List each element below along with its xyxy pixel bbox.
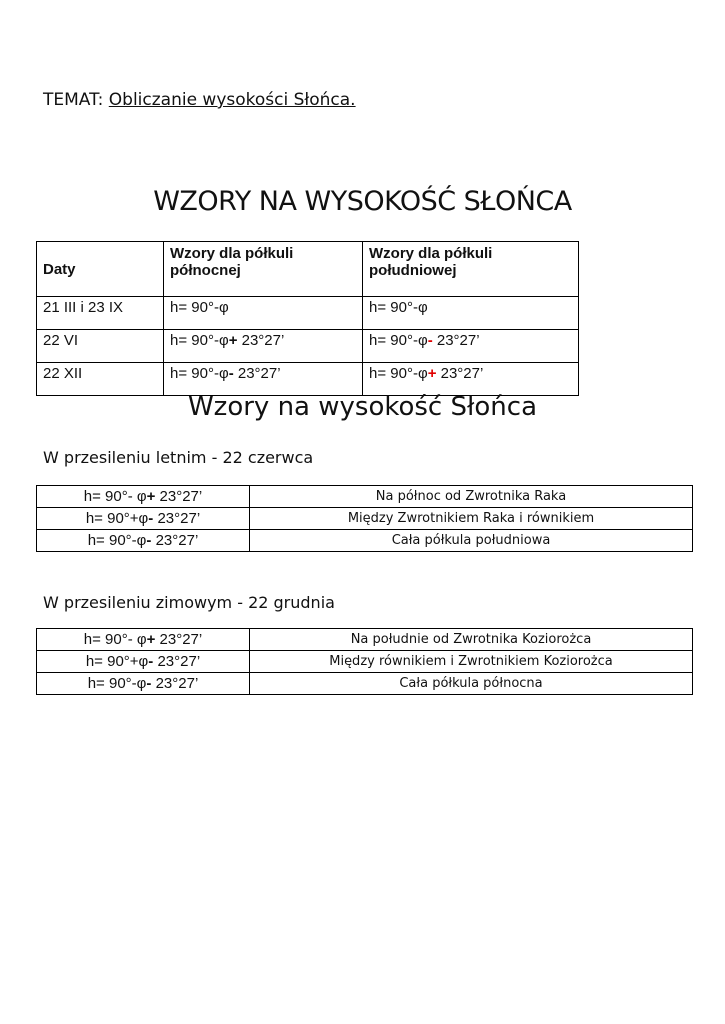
date-cell: 21 III i 23 IX: [37, 297, 164, 330]
formula-operator-highlight: +: [427, 365, 437, 382]
table-row: [37, 629, 693, 651]
formula-operator: +: [228, 332, 238, 349]
date-cell: 22 XII: [37, 363, 164, 396]
formula-operator: -: [148, 510, 154, 527]
formula-text: h= 90°-φ: [170, 365, 229, 382]
formula-cell: [37, 530, 250, 552]
formula-text: 23°27’: [151, 675, 199, 692]
description-cell: Na północ od Zwrotnika Raka: [250, 486, 693, 508]
topic-title: Obliczanie wysokości Słońca.: [108, 90, 356, 110]
table-row: [37, 486, 693, 508]
formula-cell: [37, 673, 250, 695]
table-row: [37, 297, 579, 330]
table-row: [37, 530, 693, 552]
formula-operator: -: [146, 532, 152, 549]
formula-text: h= 90°+φ: [85, 653, 149, 670]
description-cell: Cała półkula południowa: [250, 530, 693, 552]
north-formula: [164, 330, 363, 363]
north-formula: [164, 297, 363, 330]
summer-table: [36, 485, 693, 552]
winter-table: [36, 628, 693, 695]
topic-prefix: TEMAT:: [43, 90, 109, 110]
formula-text: 23°27’: [153, 510, 201, 527]
table-row: [37, 673, 693, 695]
formulas-table: [36, 241, 579, 396]
formula-text: h= 90°-φ: [369, 365, 428, 382]
formula-text: 23°27’: [436, 365, 484, 382]
formula-text: h= 90°-φ: [170, 299, 229, 316]
formula-cell: [37, 486, 250, 508]
formula-text: h= 90°-φ: [369, 332, 428, 349]
formula-text: 23°27’: [155, 631, 203, 648]
formula-cell: [37, 651, 250, 673]
table-header-row: [37, 242, 579, 297]
formula-operator: -: [228, 365, 234, 382]
description-cell: Między Zwrotnikiem Raka i równikiem: [250, 508, 693, 530]
table-row: [37, 508, 693, 530]
north-formula: [164, 363, 363, 396]
formula-text: 23°27’: [155, 488, 203, 505]
formula-text: h= 90°-φ: [87, 532, 147, 549]
formula-text: h= 90°+φ: [85, 510, 149, 527]
formula-text: h= 90°- φ: [83, 631, 147, 648]
formula-text: h= 90°-φ: [87, 675, 147, 692]
formula-text: 23°27’: [237, 332, 285, 349]
formula-text: h= 90°-φ: [369, 299, 428, 316]
formula-cell: [37, 629, 250, 651]
second-heading: Wzory na wysokość Słońca: [187, 392, 538, 422]
formula-operator: -: [146, 675, 152, 692]
winter-label: W przesileniu zimowym - 22 grudnia: [43, 593, 335, 612]
south-formula: [363, 297, 579, 330]
formula-operator: +: [146, 631, 156, 648]
formula-operator: -: [148, 653, 154, 670]
description-cell: Na południe od Zwrotnika Koziorożca: [250, 629, 693, 651]
formula-text: 23°27’: [432, 332, 480, 349]
summer-label: W przesileniu letnim - 22 czerwca: [43, 448, 314, 467]
main-heading: WZORY NA WYSOKOŚĆ SŁOŃCA: [153, 186, 572, 217]
date-cell: 22 VI: [37, 330, 164, 363]
formula-text: 23°27’: [153, 653, 201, 670]
table-row: [37, 651, 693, 673]
table-row: [37, 363, 579, 396]
description-cell: Cała półkula północna: [250, 673, 693, 695]
description-cell: Między równikiem i Zwrotnikiem Koziorożca: [250, 651, 693, 673]
formula-text: h= 90°- φ: [83, 488, 147, 505]
header-dates: Daty: [37, 242, 164, 297]
header-south: Wzory dla półkuli południowej: [363, 242, 579, 297]
formula-operator-highlight: -: [427, 332, 433, 349]
header-north: Wzory dla półkuli północnej: [164, 242, 363, 297]
south-formula: [363, 363, 579, 396]
formula-operator: +: [146, 488, 156, 505]
formula-text: 23°27’: [151, 532, 199, 549]
topic-line: [43, 90, 356, 110]
formula-text: 23°27’: [233, 365, 281, 382]
formula-text: h= 90°-φ: [170, 332, 229, 349]
formula-cell: [37, 508, 250, 530]
table-row: [37, 330, 579, 363]
south-formula: [363, 330, 579, 363]
